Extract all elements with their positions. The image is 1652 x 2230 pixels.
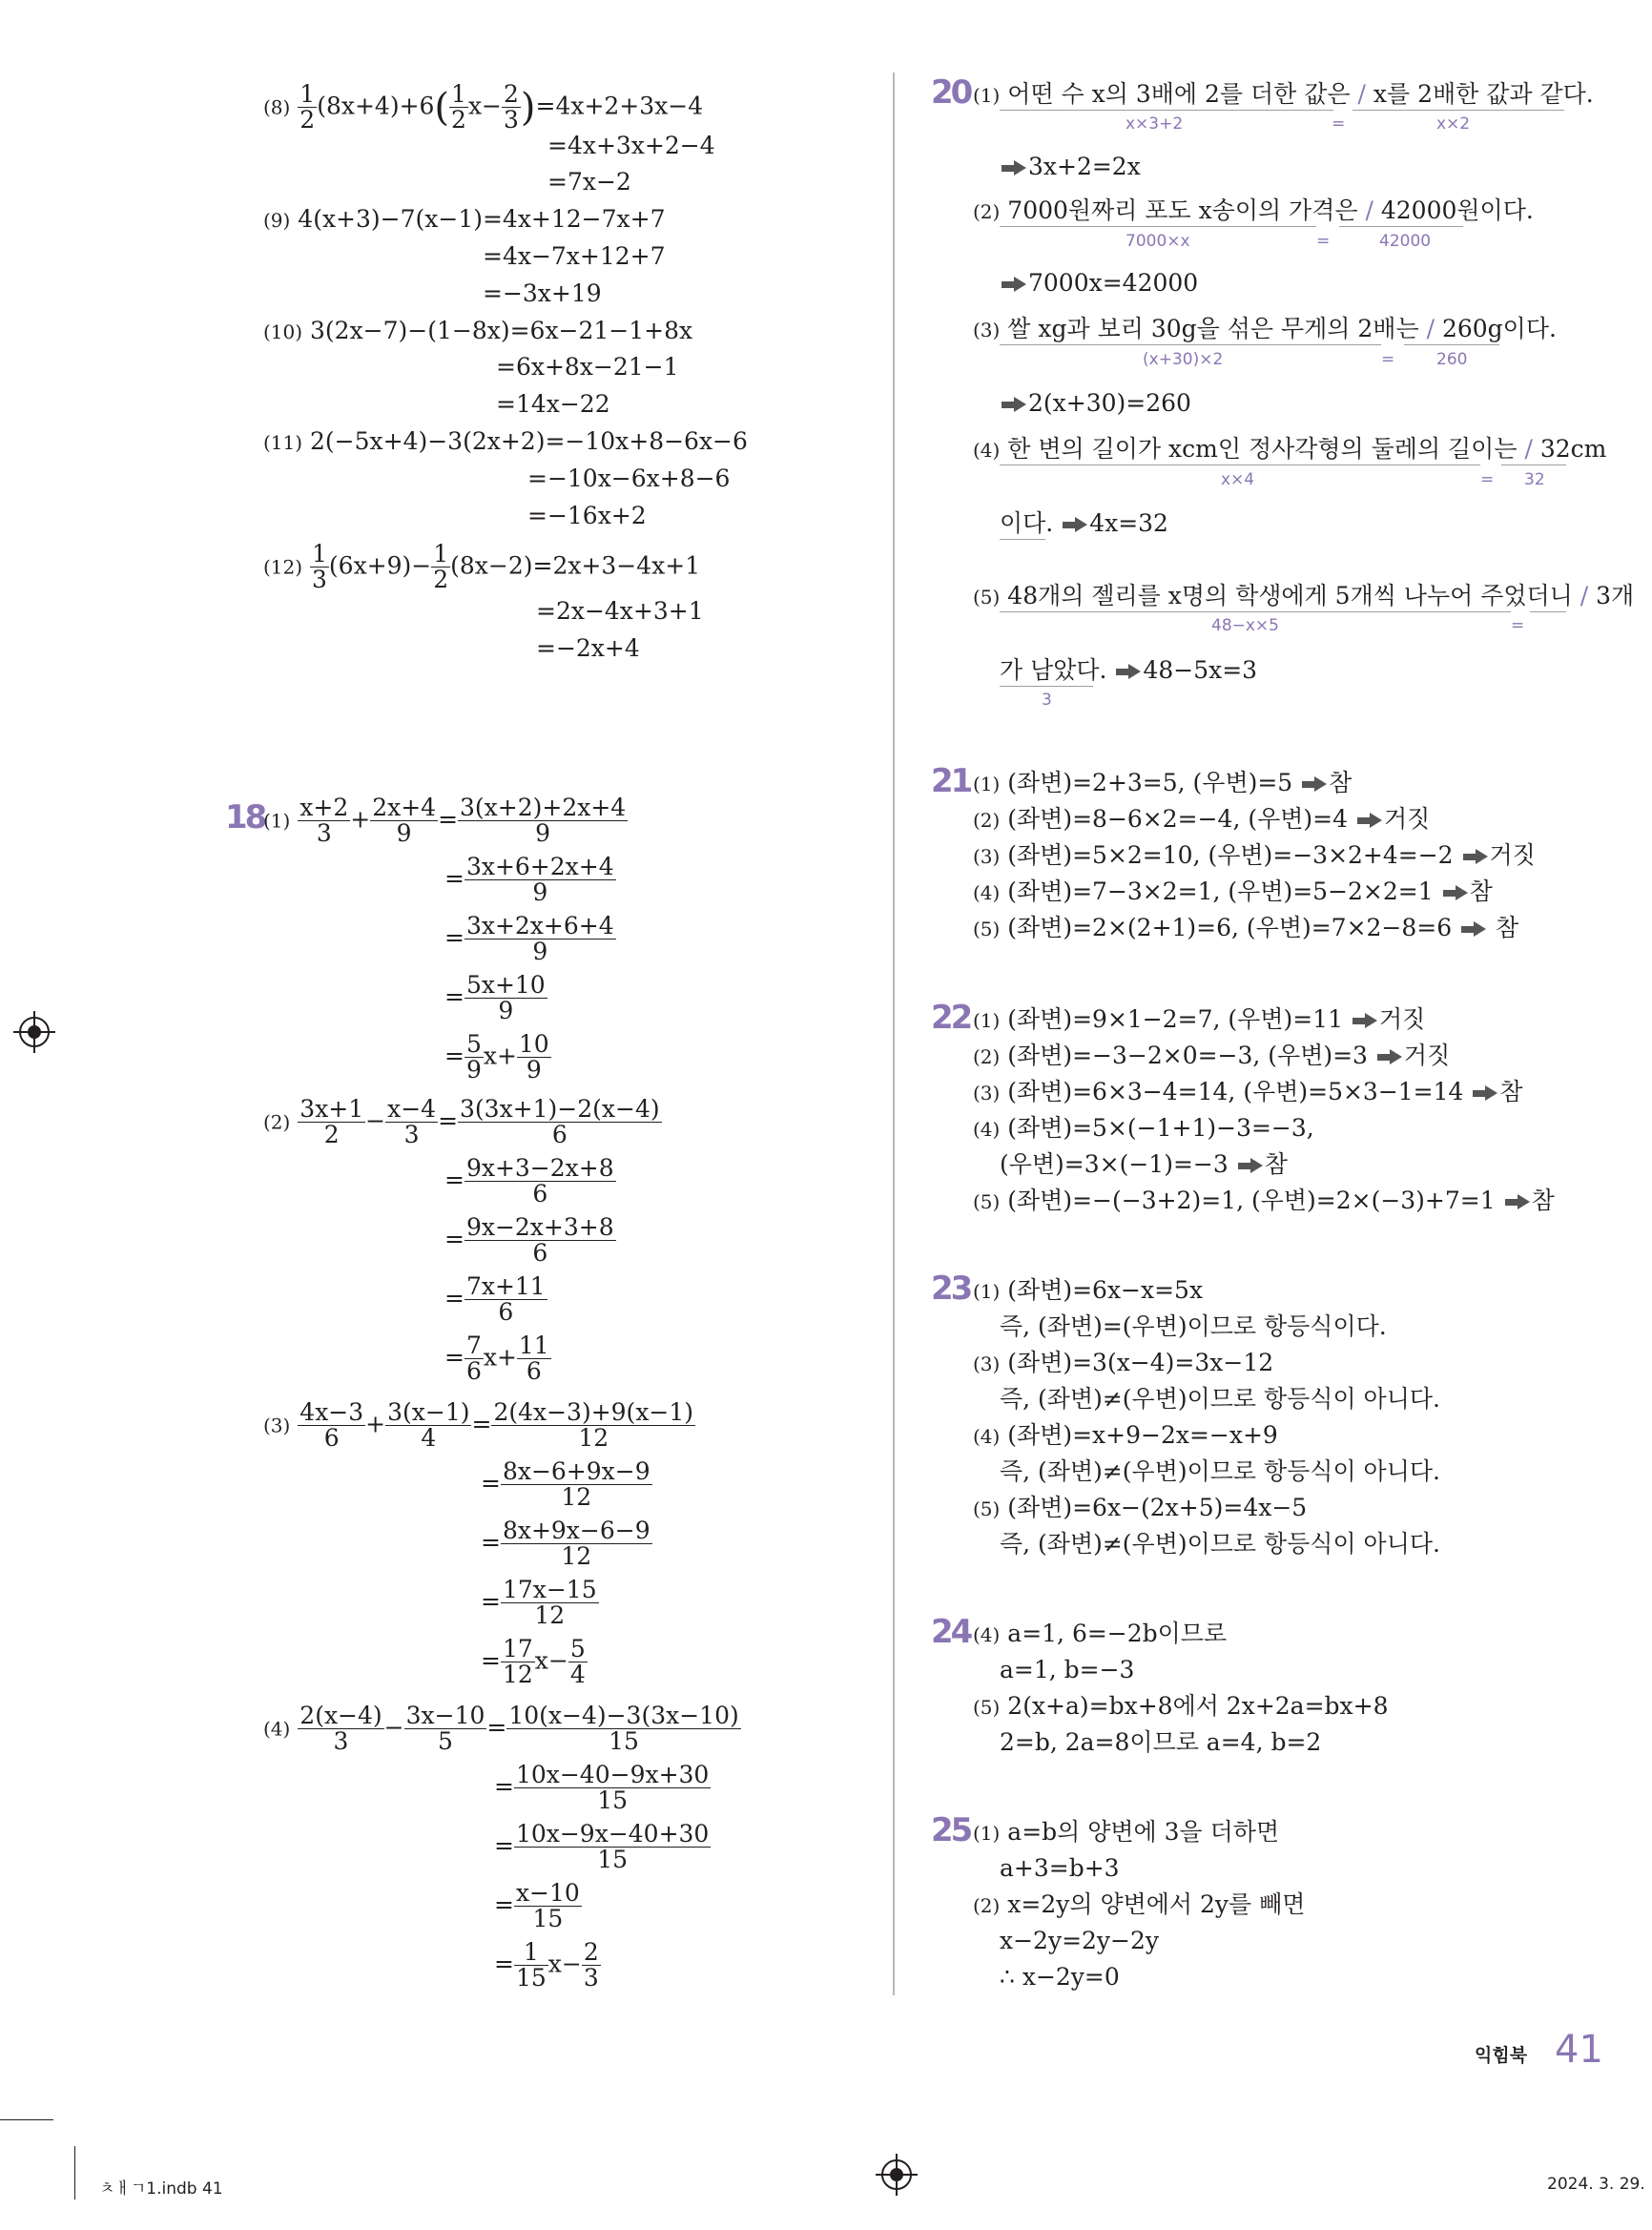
item-1-line-3: = $\frac{3x+2x+6+4}{9}$ xyxy=(444,912,614,966)
item-line: (2) (좌변)=−3−2×0=−3, (우변)=3 거짓 xyxy=(973,1042,1451,1069)
crop-mark xyxy=(0,2119,53,2120)
fraction: $\frac{5}{4}$ xyxy=(569,1635,586,1689)
item-line: x−2y=2y−2y xyxy=(1000,1927,1160,1954)
item-line: (4) (좌변)=7−3×2=1, (우변)=5−2×2=1 참 xyxy=(973,878,1493,905)
item-line: 즉, (좌변)≠(우변)이므로 항등식이 아니다. xyxy=(1000,1457,1440,1485)
fraction: $\frac{4x-3}{6}$ xyxy=(299,1398,364,1453)
fraction: $\frac{10}{9}$ xyxy=(518,1030,549,1084)
fraction: $\frac{9x+3-2x+8}{6}$ xyxy=(465,1154,614,1208)
item-line: (2) (좌변)=8−6×2=−4, (우변)=4 거짓 xyxy=(973,805,1431,833)
item-4-line-3: = $\frac{10x-9x-40+30}{15}$ xyxy=(494,1820,710,1874)
item-3-equation: 2(x+30)=260 xyxy=(1000,391,1191,415)
item-line: 2=b, 2a=8이므로 a=4, b=2 xyxy=(1000,1728,1322,1756)
underline xyxy=(1000,110,1333,111)
item-line: (우변)=3×(−1)=−3 참 xyxy=(1000,1150,1288,1178)
fraction: $\frac{1}{2}$ xyxy=(451,80,466,134)
arrow-right-icon xyxy=(1505,1194,1530,1209)
annotation: 48−x×5 xyxy=(1211,616,1279,635)
item-1-line-4: = $\frac{5x+10}{9}$ xyxy=(444,971,546,1025)
item-2-line-4: = $\frac{7x+11}{6}$ xyxy=(444,1272,546,1327)
problem-number: 25 xyxy=(931,1811,971,1849)
item-line: (2) x=2y의 양변에서 2y를 빼면 xyxy=(973,1890,1306,1918)
item-3-line-2: = $\frac{8x-6+9x-9}{12}$ xyxy=(481,1457,650,1512)
item-1-line-2: = $\frac{3x+6+2x+4}{9}$ xyxy=(444,853,614,907)
item-9-line-1: (9) 4(x+3)−7(x−1)=4x+12−7x+7 xyxy=(263,205,666,233)
underline xyxy=(1000,611,1511,612)
annotation: = xyxy=(1480,470,1495,489)
arrow-right-icon xyxy=(1443,885,1468,900)
fraction: $\frac{1}{2}$ xyxy=(433,540,449,594)
fraction: $\frac{3x-10}{5}$ xyxy=(405,1702,485,1756)
arrow-right-icon xyxy=(1357,813,1382,828)
item-line: (3) (좌변)=5×2=10, (우변)=−3×2+4=−2 거짓 xyxy=(973,841,1536,869)
fraction: $\frac{3(x+2)+2x+4}{9}$ xyxy=(460,794,627,848)
item-line: 즉, (좌변)≠(우변)이므로 항등식이 아니다. xyxy=(1000,1530,1440,1558)
crop-mark xyxy=(74,2146,75,2199)
arrow-right-icon xyxy=(1063,517,1087,532)
item-12-line-3: =−2x+4 xyxy=(536,634,640,662)
fraction: $\frac{3(3x+1)-2(x-4)}{6}$ xyxy=(460,1095,660,1149)
underline xyxy=(1000,686,1093,687)
column-divider xyxy=(893,72,895,1995)
problem-number: 20 xyxy=(931,73,971,112)
annotation: 42000 xyxy=(1379,232,1432,251)
annotation: x×4 xyxy=(1221,470,1255,489)
problem-number: 23 xyxy=(931,1270,971,1308)
item-4-line-2: = $\frac{10x-40-9x+30}{15}$ xyxy=(494,1761,710,1815)
fraction: $\frac{3x+6+2x+4}{9}$ xyxy=(465,853,614,907)
annotation: = xyxy=(1316,232,1331,251)
item-line: 즉, (좌변)≠(우변)이므로 항등식이 아니다. xyxy=(1000,1385,1440,1413)
item-4-line-4: = $\frac{x-10}{15}$ xyxy=(494,1879,580,1933)
book-label: 익힘북 xyxy=(1475,2045,1528,2066)
fraction: $\frac{1}{2}$ xyxy=(299,80,316,134)
arrow-right-icon xyxy=(1302,776,1327,792)
underline xyxy=(1000,226,1316,227)
item-line: a+3=b+3 xyxy=(1000,1854,1120,1882)
fraction: $\frac{2}{3}$ xyxy=(583,1938,599,1993)
item-2-sentence: (2) 7000원짜리 포도 x송이의 가격은 / 42000원이다. xyxy=(973,196,1534,224)
underline xyxy=(1404,344,1499,345)
item-line: (3) (좌변)=6×3−4=14, (우변)=5×3−1=14 참 xyxy=(973,1078,1523,1105)
item-5-continuation: 가 남았다. 48−5x=3 xyxy=(1000,656,1258,684)
item-12-line-2: =2x−4x+3+1 xyxy=(536,597,704,625)
underline xyxy=(1353,110,1564,111)
item-line: (1) (좌변)=9×1−2=7, (우변)=11 거짓 xyxy=(973,1005,1426,1033)
registration-mark-icon xyxy=(19,1017,50,1047)
annotation: = xyxy=(1511,616,1525,635)
underline xyxy=(1530,611,1566,612)
fraction: $\frac{10x-9x-40+30}{15}$ xyxy=(515,1820,710,1874)
item-line: (1) (좌변)=2+3=5, (우변)=5 참 xyxy=(973,769,1353,796)
item-11-line-3: =−16x+2 xyxy=(527,502,647,529)
problem-number: 21 xyxy=(931,762,971,800)
problem-number: 24 xyxy=(931,1613,971,1651)
fraction: $\frac{x-4}{3}$ xyxy=(387,1095,437,1149)
annotation: = xyxy=(1332,114,1346,134)
fraction: $\frac{7x+11}{6}$ xyxy=(465,1272,546,1327)
fraction: $\frac{2(4x-3)+9(x-1)}{12}$ xyxy=(493,1398,694,1453)
fraction: $\frac{2}{3}$ xyxy=(503,80,519,134)
annotation: x×2 xyxy=(1436,114,1471,134)
item-line: (4) a=1, 6=−2b이므로 xyxy=(973,1620,1228,1647)
fraction: $\frac{2(x-4)}{3}$ xyxy=(299,1702,382,1756)
item-1-line-5: = $\frac{5}{9}$ x+ $\frac{10}{9}$ xyxy=(444,1030,549,1084)
annotation: 7000×x xyxy=(1125,232,1190,251)
fraction: $\frac{3x+2x+6+4}{9}$ xyxy=(465,912,614,966)
item-4-continuation: 이다. 4x=32 xyxy=(1000,509,1168,537)
item-2-line-5: = $\frac{7}{6}$ x+ $\frac{11}{6}$ xyxy=(444,1332,549,1386)
arrow-right-icon xyxy=(1353,1013,1377,1028)
arrow-right-icon xyxy=(1461,921,1486,937)
fraction: $\frac{5}{9}$ xyxy=(465,1030,482,1084)
item-8-line-3: =7x−2 xyxy=(547,168,631,196)
item-line: (4) (좌변)=5×(−1+1)−3=−3, xyxy=(973,1114,1314,1142)
item-line: (5) 2(x+a)=bx+8에서 2x+2a=bx+8 xyxy=(973,1692,1389,1720)
annotation: 260 xyxy=(1436,350,1468,369)
item-2-line-1: (2) $\frac{3x+1}{2}$ − $\frac{x-4}{3}$ = $\frac{3(3x+1)-2(x-4)}{6}$ xyxy=(263,1095,660,1149)
item-3-sentence: (3) 쌀 xg과 보리 30g을 섞은 무게의 2배는 / 260g이다. xyxy=(973,315,1557,342)
item-line: (1) a=b의 양변에 3을 더하면 xyxy=(973,1818,1280,1846)
item-3-line-4: = $\frac{17x-15}{12}$ xyxy=(481,1576,597,1630)
file-info: ㅊㅐㄱ1.indb 41 xyxy=(99,2179,223,2199)
fraction: $\frac{10x-40-9x+30}{15}$ xyxy=(515,1761,710,1815)
item-3-line-5: = $\frac{17}{12}$ x− $\frac{5}{4}$ xyxy=(481,1635,586,1689)
item-line: a=1, b=−3 xyxy=(1000,1656,1135,1683)
arrow-right-icon xyxy=(1002,397,1026,412)
fraction: $\frac{9x-2x+3+8}{6}$ xyxy=(465,1213,614,1268)
fraction: $\frac{17x-15}{12}$ xyxy=(502,1576,597,1630)
fraction: $\frac{5x+10}{9}$ xyxy=(465,971,546,1025)
item-5-sentence: (5) 48개의 젤리를 x명의 학생에게 5개씩 나누어 주었더니 / 3개 xyxy=(973,582,1635,609)
problem-number: 18 xyxy=(225,798,265,836)
fraction: $\frac{8x+9x-6-9}{12}$ xyxy=(502,1517,650,1571)
item-10-line-3: =14x−22 xyxy=(496,390,610,418)
print-date: 2024. 3. 29. xyxy=(1547,2175,1645,2194)
item-4-sentence: (4) 한 변의 길이가 xcm인 정사각형의 둘레의 길이는 / 32cm xyxy=(973,435,1607,463)
arrow-right-icon xyxy=(1116,664,1141,679)
item-1-sentence: (1) 어떤 수 x의 3배에 2를 더한 값은 / x를 2배한 값과 같다. xyxy=(973,80,1594,108)
item-line: (4) (좌변)=x+9−2x=−x+9 xyxy=(973,1421,1278,1449)
fraction: $\frac{3(x-1)}{4}$ xyxy=(387,1398,470,1453)
item-12-line-1: (12) $\frac{1}{3}$ (6x+9)− $\frac{1}{2}$ (8x−2)=2x+3−4x+1 xyxy=(263,540,701,594)
item-1-equation: 3x+2=2x xyxy=(1000,155,1141,178)
annotation: (x+30)×2 xyxy=(1143,350,1224,369)
fraction: $\frac{1}{3}$ xyxy=(312,540,327,594)
arrow-right-icon xyxy=(1002,277,1026,292)
item-line: (1) (좌변)=6x−x=5x xyxy=(973,1276,1204,1304)
item-10-line-1: (10) 3(2x−7)−(1−8x)=6x−21−1+8x xyxy=(263,317,693,344)
underline xyxy=(1339,226,1463,227)
page-number: 41 xyxy=(1555,2028,1603,2072)
underline xyxy=(1000,539,1045,540)
fraction: $\frac{3x+1}{2}$ xyxy=(299,1095,364,1149)
arrow-right-icon xyxy=(1377,1049,1402,1064)
item-10-line-2: =6x+8x−21−1 xyxy=(496,353,679,381)
fraction: $\frac{2x+4}{9}$ xyxy=(372,794,437,848)
annotation: = xyxy=(1381,350,1395,369)
item-2-equation: 7000x=42000 xyxy=(1000,271,1198,295)
fraction: $\frac{10(x-4)-3(3x-10)}{15}$ xyxy=(508,1702,739,1756)
item-9-line-3: =−3x+19 xyxy=(483,279,602,307)
item-line: (5) (좌변)=2×(2+1)=6, (우변)=7×2−8=6 참 xyxy=(973,914,1519,941)
fraction: $\frac{8x-6+9x-9}{12}$ xyxy=(502,1457,650,1512)
fraction: $\frac{17}{12}$ xyxy=(502,1635,533,1689)
annotation: 3 xyxy=(1042,691,1052,710)
arrow-right-icon xyxy=(1473,1085,1497,1101)
arrow-right-icon xyxy=(1238,1158,1263,1173)
item-line: (5) (좌변)=−(−3+2)=1, (우변)=2×(−3)+7=1 참 xyxy=(973,1187,1555,1214)
item-8-line-2: =4x+3x+2−4 xyxy=(547,132,715,159)
item-4-line-1: (4) $\frac{2(x-4)}{3}$ − $\frac{3x-10}{5}$ = $\frac{10(x-4)-3(3x-10)}{15}$ xyxy=(263,1702,739,1756)
item-3-line-1: (3) $\frac{4x-3}{6}$ + $\frac{3(x-1)}{4}$ = $\frac{2(4x-3)+9(x-1)}{12}$ xyxy=(263,1398,694,1453)
fraction: $\frac{x-10}{15}$ xyxy=(515,1879,580,1933)
fraction: $\frac{11}{6}$ xyxy=(518,1332,549,1386)
fraction: $\frac{x+2}{3}$ xyxy=(299,794,349,848)
item-1-line-1: (1) $\frac{x+2}{3}$ + $\frac{2x+4}{9}$ = $\frac{3(x+2)+2x+4}{9}$ xyxy=(263,794,627,848)
item-line: 즉, (좌변)=(우변)이므로 항등식이다. xyxy=(1000,1312,1387,1340)
item-11-line-2: =−10x−6x+8−6 xyxy=(527,465,731,492)
item-line: (3) (좌변)=3(x−4)=3x−12 xyxy=(973,1349,1274,1376)
item-9-line-2: =4x−7x+12+7 xyxy=(483,242,666,270)
underline xyxy=(1000,344,1381,345)
item-8-line-1: (8) $\frac{1}{2}$ (8x+4)+6( $\frac{1}{2}$ x− $\frac{2}{3}$ )=4x+2+3x−4 xyxy=(263,80,704,134)
item-11-line-1: (11) 2(−5x+4)−3(2x+2)=−10x+8−6x−6 xyxy=(263,427,748,455)
item-line: (5) (좌변)=6x−(2x+5)=4x−5 xyxy=(973,1494,1308,1521)
problem-number: 22 xyxy=(931,999,971,1037)
annotation: x×3+2 xyxy=(1125,114,1184,134)
annotation: 32 xyxy=(1524,470,1545,489)
fraction: $\frac{7}{6}$ xyxy=(465,1332,482,1386)
arrow-right-icon xyxy=(1463,849,1488,864)
item-2-line-2: = $\frac{9x+3-2x+8}{6}$ xyxy=(444,1154,614,1208)
item-line: ∴ x−2y=0 xyxy=(1000,1963,1120,1991)
item-4-line-5: = $\frac{1}{15}$ x− $\frac{2}{3}$ xyxy=(494,1938,599,1993)
fraction: $\frac{1}{15}$ xyxy=(515,1938,547,1993)
item-2-line-3: = $\frac{9x-2x+3+8}{6}$ xyxy=(444,1213,614,1268)
registration-mark-icon xyxy=(881,2159,912,2190)
arrow-right-icon xyxy=(1002,160,1026,176)
item-3-line-3: = $\frac{8x+9x-6-9}{12}$ xyxy=(481,1517,650,1571)
